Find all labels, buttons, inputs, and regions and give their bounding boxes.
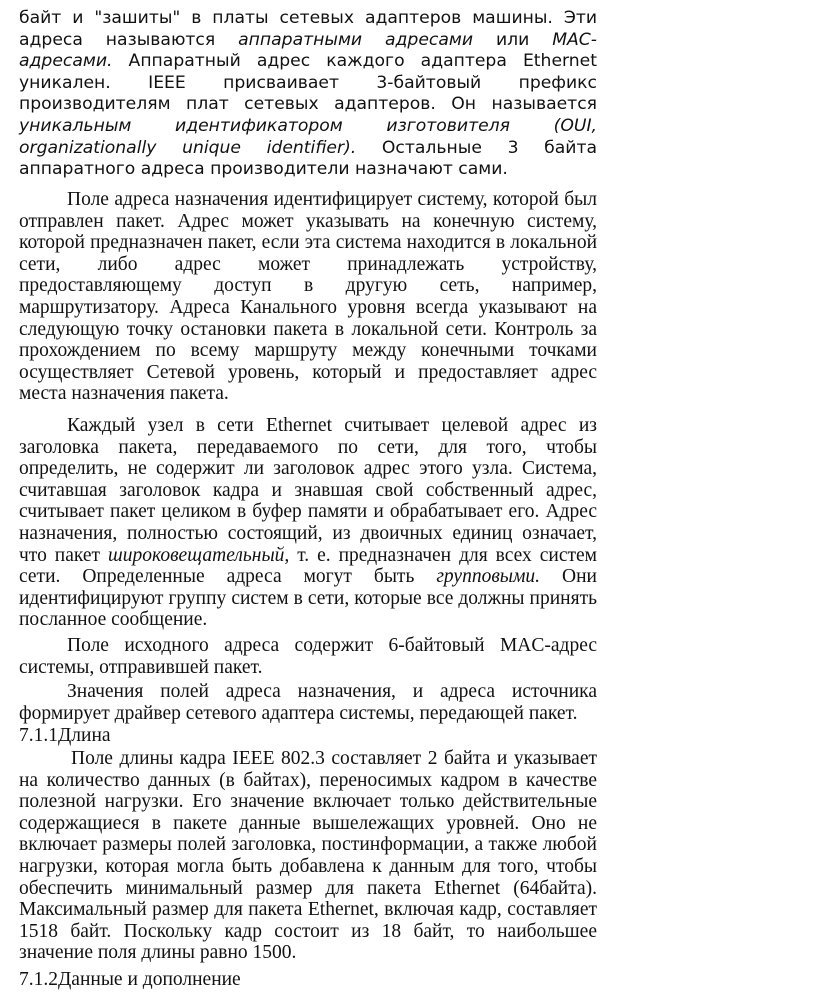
section-number: 7.1.1 [19, 725, 58, 746]
text-run: Они идентифицируют группу систем в сети, которые все должны принять посланное сообщение. [19, 566, 597, 631]
text-run: байт и "зашиты" в платы сетевых адаптеров машины. Эти адреса называются [19, 8, 597, 50]
section-number: 7.1.2 [19, 969, 58, 990]
paragraph-destination-address: Поле адреса назначения идентифицирует систему, которой был отправлен пакет. Адрес может указывать на конечную систему, которой предназначен пакет, если эта система находится в локальной сети, либо адрес может принадлежать устройству, предоставляющему доступ в другую сеть, например, маршрутизатору. Адреса Канального уровня всегда указывают на следующую точку остановки пакета в локальной сети. Контроль за прохождением по всему маршруту между конечными точками осуществляет Сетевой уровень, который и предоставляет адрес места назначения пакета. [19, 189, 597, 405]
text-run: Остальные 3 байта аппаратного адреса производители назначают сами. [19, 137, 597, 180]
text-run: Аппаратный адрес каждого адаптера Ethernet уникален. IEEE присваивает 3-байтовый префикс производителям плат сетевых адаптеров. Он называется [19, 51, 597, 115]
section-title: Длина [58, 725, 111, 746]
term-broadcast: широковещательный, [107, 544, 290, 566]
term-multicast: групповыми. [436, 566, 541, 588]
paragraph-length-field: Поле длины кадра IEEE 802.3 составляет 2 байта и указывает на количество данных (в байтах), переносимых кадром в качестве полезной нагрузки. Его значение включает только действительные содержащиеся в пакете данные вышележащих уровней. Оно не включает размеры полей заголовка, постинформации, а также любой нагрузки, которая могла быть добавлена к данным для того, чтобы обеспечить минимальный размер для пакета Ethernet (64байта). Максимальный размер для пакета Ethernet, включая кадр, составляет 1518 байт. Поскольку кадр состоит из 18 байт, то наибольшее значение поля длины равно 1500. [19, 748, 597, 964]
text-run: Каждый узел в сети Ethernet считывает целевой адрес из заголовка пакета, передаваемого по сети, для того, чтобы определить, не содержит ли заголовок адрес этого узла. Система, считавшая заголовок кадра и знавшая свой собственный адрес, считывает пакет целиком в буфер памяти и обрабатывает его. Адрес назначения, полностью состоящий, из двоичных единиц означает, что пакет [19, 415, 597, 566]
text-run: или [473, 29, 553, 50]
paragraph-source-address: Поле исходного адреса содержит 6-байтовый MAC-адрес системы, отправившей пакет. [19, 635, 597, 678]
paragraph-ethernet-node [19, 415, 597, 631]
text-run: т. е. предназначен для всех систем сети. Определенные адреса могут быть [19, 544, 597, 588]
term-mac-addresses: MAC-адресами. [19, 29, 597, 72]
section-heading-length [19, 725, 597, 747]
term-hardware-addresses: аппаратными адресами [238, 29, 474, 50]
section-heading-data-padding [19, 969, 597, 991]
term-oui: уникальным идентификатором изготовителя (OUI, organizationally unique identifier). [19, 115, 597, 158]
paragraph-address-fields: Значения полей адреса назначения, и адреса источника формирует драйвер сетевого адаптера системы, передающей пакет. [19, 681, 597, 724]
section-title: Данные и дополнение [58, 969, 241, 990]
paragraph-hardware-address [19, 8, 597, 181]
